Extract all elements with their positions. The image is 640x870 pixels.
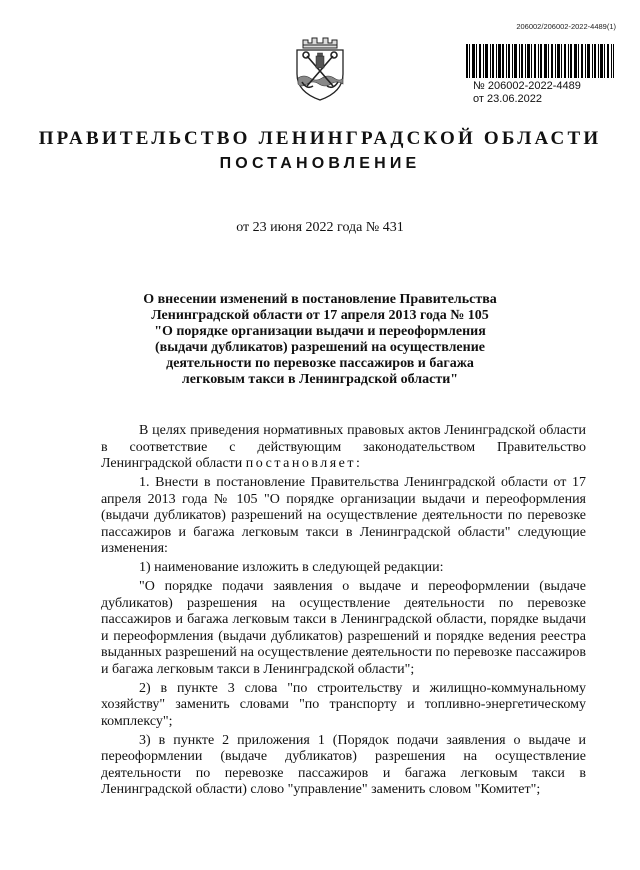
document-code: 206002/206002-2022-4489(1): [516, 22, 616, 31]
subject-line: деятельности по перевозке пассажиров и багажа: [166, 356, 474, 371]
decree-word: постановляет:: [245, 456, 363, 471]
subject-line: Ленинградской области от 17 апреля 2013 года № 105: [151, 308, 489, 323]
subject-line: (выдачи дубликатов) разрешений на осуществление: [155, 340, 485, 355]
document-subject: [120, 292, 520, 388]
item-1-paragraph: 1. Внести в постановление Правительства Ленинградской области от 17 апреля 2013 года № 105 "О порядке организации выдачи и переоформления (выдачи дубликатов) разрешений на осуществление деятельности по перевозке пассажиров и багажа легковым такси в Ленинградской области" следующие изменения:: [101, 475, 586, 556]
registration-block: [473, 80, 581, 106]
intro-text: В целях приведения нормативных правовых актов Ленинградской области в соответствие с действующим законодательством Правительство Ленинградской области: [101, 423, 586, 471]
subitem-1-paragraph: 1) наименование изложить в следующей редакции:: [139, 560, 444, 575]
subitem-1-quote-paragraph: "О порядке подачи заявления о выдаче и переоформлении (выдаче дубликатов) разрешения на осуществление деятельности по перевозке пассажиров и багажа легковым такси в Ленинградской области, порядке выдачи и переоформления (выдачи дубликатов) разрешений и порядке ведения реестра выданных разрешений на осуществление деятельности по перевозке пассажиров и багажа легковым такси в Ленинградской области";: [101, 579, 586, 677]
document-date-number: от 23 июня 2022 года № 431: [236, 220, 404, 235]
government-title: ПРАВИТЕЛЬСТВО ЛЕНИНГРАДСКОЙ ОБЛАСТИ: [38, 128, 602, 149]
document-body: [101, 423, 586, 801]
subject-line: О внесении изменений в постановление Правительства: [143, 292, 497, 307]
subitem-2-paragraph: 2) в пункте 3 слова "по строительству и жилищно-коммунальному хозяйству" заменить словами "по транспорту и топливно-энергетическому комплексу";: [101, 680, 586, 729]
registration-date: от 23.06.2022: [473, 93, 543, 105]
intro-paragraph: [101, 423, 586, 473]
document-type-title: ПОСТАНОВЛЕНИЕ: [219, 155, 421, 172]
barcode-icon: [466, 44, 614, 78]
subject-line: "О порядке организации выдачи и переоформления: [154, 324, 486, 339]
registration-number: № 206002-2022-4489: [473, 80, 581, 92]
leningrad-oblast-coat-of-arms-icon: [289, 34, 351, 102]
subitem-3-paragraph: 3) в пункте 2 приложения 1 (Порядок подачи заявления о выдаче и переоформлении (выдаче дубликатов) разрешения на осуществление деятельности по перевозке пассажиров и багажа легковым такси в Ленинградской области) слово "управление" заменить словом "Комитет";: [101, 732, 586, 797]
subject-line: легковым такси в Ленинградской области": [181, 372, 459, 387]
